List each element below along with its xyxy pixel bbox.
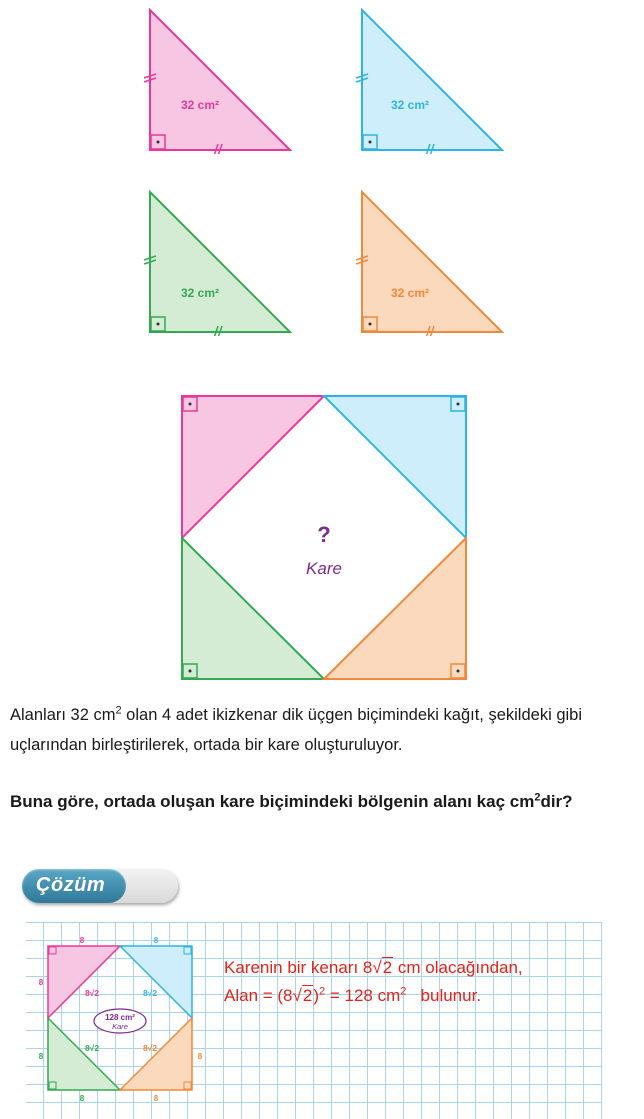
diagram-center-label: Kare (112, 1022, 128, 1031)
question-part2: dir? (540, 792, 573, 811)
solution-line2-pre: Alan = (8 (224, 986, 293, 1005)
solution-line2-mid: ) (313, 986, 319, 1005)
orange-triangle (352, 190, 512, 336)
solution-badge-label: Çözüm (36, 874, 106, 896)
solution-line-2 (224, 982, 604, 1010)
diagram-hyp-label-blue: 8√2 (142, 988, 158, 998)
blue-corner-triangle (324, 396, 466, 538)
question (10, 788, 640, 816)
solution-line2-end: bulunur. (406, 986, 482, 1005)
problem-text-sup: 2 (115, 704, 122, 717)
pink-triangle (140, 8, 300, 154)
blue-area-label: 32 cm² (390, 98, 430, 112)
diagram-side-label-bottom-left: 8 (79, 1094, 85, 1103)
question-sup: 2 (534, 791, 541, 804)
diagram-hyp-label-green: 8√2 (84, 1043, 100, 1053)
diagram-center-area: 128 cm² (105, 1013, 135, 1022)
solution-badge (22, 869, 178, 905)
pink-corner-triangle (182, 396, 324, 538)
solution-line1-pre: Karenin bir kenarı 8 (224, 958, 373, 977)
square-label: Kare (306, 559, 342, 578)
diagram-side-label-top-left: 8 (79, 936, 85, 945)
solution-line-1 (224, 954, 604, 982)
diagram-side-label-bottom-right: 8 (153, 1094, 159, 1103)
solution-line2-post: = 128 cm (325, 986, 401, 1005)
pink-area-label: 32 cm² (180, 98, 220, 112)
orange-corner-triangle (324, 538, 466, 679)
assembled-square-figure (178, 392, 472, 682)
diagram-side-label-top-right: 8 (153, 936, 159, 945)
solution-text (224, 954, 604, 1010)
blue-triangle (352, 8, 512, 154)
question-part1: Buna göre, ortada oluşan kare biçimindeki bölgenin alanı kaç cm (10, 792, 535, 811)
green-triangle (140, 190, 300, 336)
solution-diagram (34, 932, 210, 1108)
diagram-hyp-label-pink: 8√2 (84, 988, 100, 998)
diagram-side-label-left-top: 8 (38, 978, 44, 987)
diagram-side-label-right-bottom: 8 (197, 1052, 203, 1061)
solution-line2-sup2: 2 (400, 985, 407, 998)
solution-line2-rad: 2 (302, 986, 313, 1005)
diagram-hyp-label-orange: 8√2 (142, 1043, 158, 1053)
problem-text-part2: olan 4 adet ikizkenar dik üçgen biçimindeki kağıt, şekildeki gibi uçlarından birleştirilerek, ortada bir kare oluşturuluyor. (10, 706, 583, 754)
orange-area-label: 32 cm² (390, 286, 430, 300)
square-question-mark: ? (317, 522, 331, 547)
sqrt-symbol: √2 (372, 958, 393, 977)
green-corner-triangle (182, 538, 324, 679)
sqrt-symbol: √2 (292, 986, 313, 1005)
problem-statement (10, 700, 640, 760)
solution-line2-sup1: 2 (319, 985, 326, 998)
problem-text-part1: Alanları 32 cm (10, 706, 116, 724)
diagram-side-label-left-bottom: 8 (38, 1052, 44, 1061)
solution-line1-rad: 2 (382, 958, 393, 977)
solution-line1-post: cm olacağından, (393, 958, 523, 977)
green-area-label: 32 cm² (180, 286, 220, 300)
